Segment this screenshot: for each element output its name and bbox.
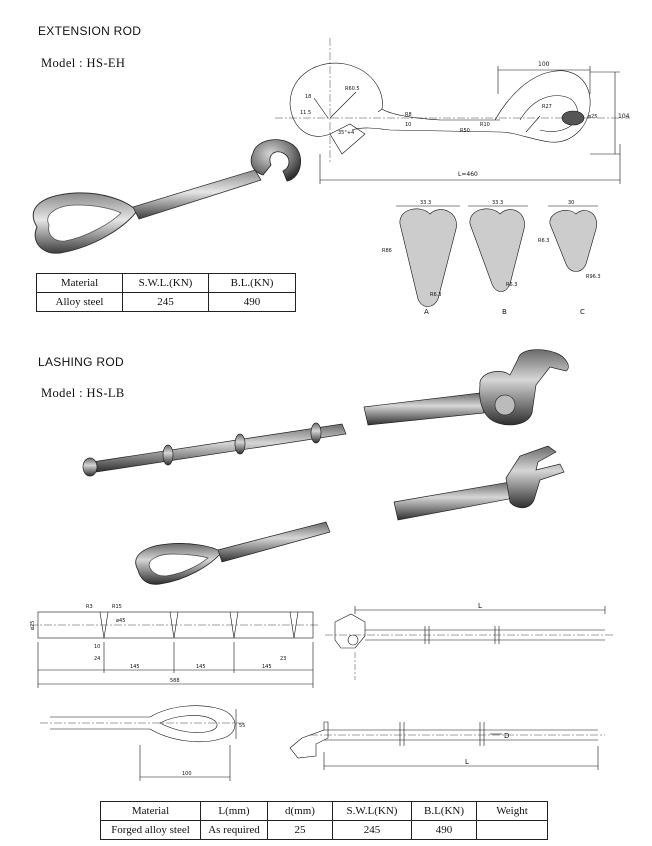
lashing-rod-eye-drawing [40,695,250,787]
lashing-rod-notched-photo [80,410,350,480]
ext-cell-material: Alloy steel [37,293,123,312]
lash-header-material: Material [101,802,201,821]
lash-eye-height: 55 [239,723,246,729]
lash-cell-swl: 245 [333,821,412,840]
lashing-rod-title: LASHING ROD [38,355,124,369]
lash-header-bl: B.L(KN) [412,802,477,821]
lashing-rod-eye-photo [130,512,340,592]
lash-span-2: 145 [196,664,206,670]
ext-dim-width: 100 [538,61,550,68]
lash-hook-length-1: L [478,602,482,610]
lash-notch-d45: ø45 [116,618,126,624]
ext-header-swl: S.W.L.(KN) [123,274,209,293]
lash-notch-r3: R3 [86,604,93,610]
lash-total: 588 [170,678,180,684]
ext-sec-c-width: 30 [568,200,575,206]
ext-header-bl: B.L.(KN) [209,274,296,293]
lash-notch-d25: ø25 [30,620,36,630]
extension-rod-drawing [270,34,645,316]
lashing-rod-model: Model : HS-LB [41,386,125,400]
lash-notch-24: 24 [94,656,101,662]
ext-dim-18: 18 [305,94,312,100]
ext-cell-swl: 245 [123,293,209,312]
lash-notch-23: 23 [280,656,287,662]
lash-notch-r15: R15 [112,604,122,610]
lash-cell-material: Forged alloy steel [101,821,201,840]
ext-dim-11: 11.5 [300,110,312,116]
lashing-rod-hook-drawing-1 [325,600,615,685]
ext-dim-r50: R50 [460,128,470,134]
extension-rod-photo [25,135,310,280]
lash-cell-bl: 490 [412,821,477,840]
ext-sec-a-r63: R6.3 [430,292,442,298]
lash-hook-length-2: L [465,758,469,766]
ext-cell-bl: 490 [209,293,296,312]
lash-notch-10: 10 [94,644,101,650]
lashing-rod-hook-photo-1 [360,345,575,435]
lash-header-diameter: d(mm) [268,802,333,821]
ext-dim-r27: R27 [542,104,552,110]
lashing-rod-hook-photo-2 [390,440,570,525]
lash-header-swl: S.W.L(KN) [333,802,412,821]
ext-sec-a-width: 33.3 [420,200,432,206]
lashing-rod-hook-drawing-2 [280,712,610,787]
ext-sec-b-width: 33.3 [492,200,504,206]
lashing-rod-spec-table [100,801,548,840]
extension-rod-title: EXTENSION ROD [38,24,142,38]
lash-header-weight: Weight [477,802,548,821]
ext-dim-r8: R8 [405,112,412,118]
ext-sec-c-r63: R6.3 [538,238,550,244]
lash-header-length: L(mm) [201,802,268,821]
ext-dim-v10: 10 [405,122,412,128]
ext-sec-b-r63: R6.3 [506,282,518,288]
ext-sec-a-r86: R86 [382,248,392,254]
ext-dim-length: L=460 [458,171,478,178]
ext-dim-r10: R10 [480,122,490,128]
ext-section-b: B [502,308,507,316]
lash-eye-width: 100 [182,771,192,777]
lash-cell-length: As required [201,821,268,840]
ext-header-material: Material [37,274,123,293]
lash-cell-weight [477,821,548,840]
lash-span-3: 145 [262,664,272,670]
lash-hook-dia: D [504,732,510,740]
lash-cell-diameter: 25 [268,821,333,840]
ext-dim-r-head: R60.5 [345,86,360,92]
ext-dim-height: 104 [618,113,630,120]
ext-dim-angle: 35°+4 [338,130,355,136]
ext-dim-d25: ø25 [588,114,598,120]
ext-section-a: A [424,308,429,316]
extension-rod-model: Model : HS-EH [41,56,126,70]
ext-sec-c-r963: R96.3 [586,274,601,280]
lash-span-1: 145 [130,664,140,670]
extension-rod-spec-table [36,273,296,312]
ext-section-c: C [580,308,585,316]
lashing-rod-notched-drawing [30,598,320,690]
